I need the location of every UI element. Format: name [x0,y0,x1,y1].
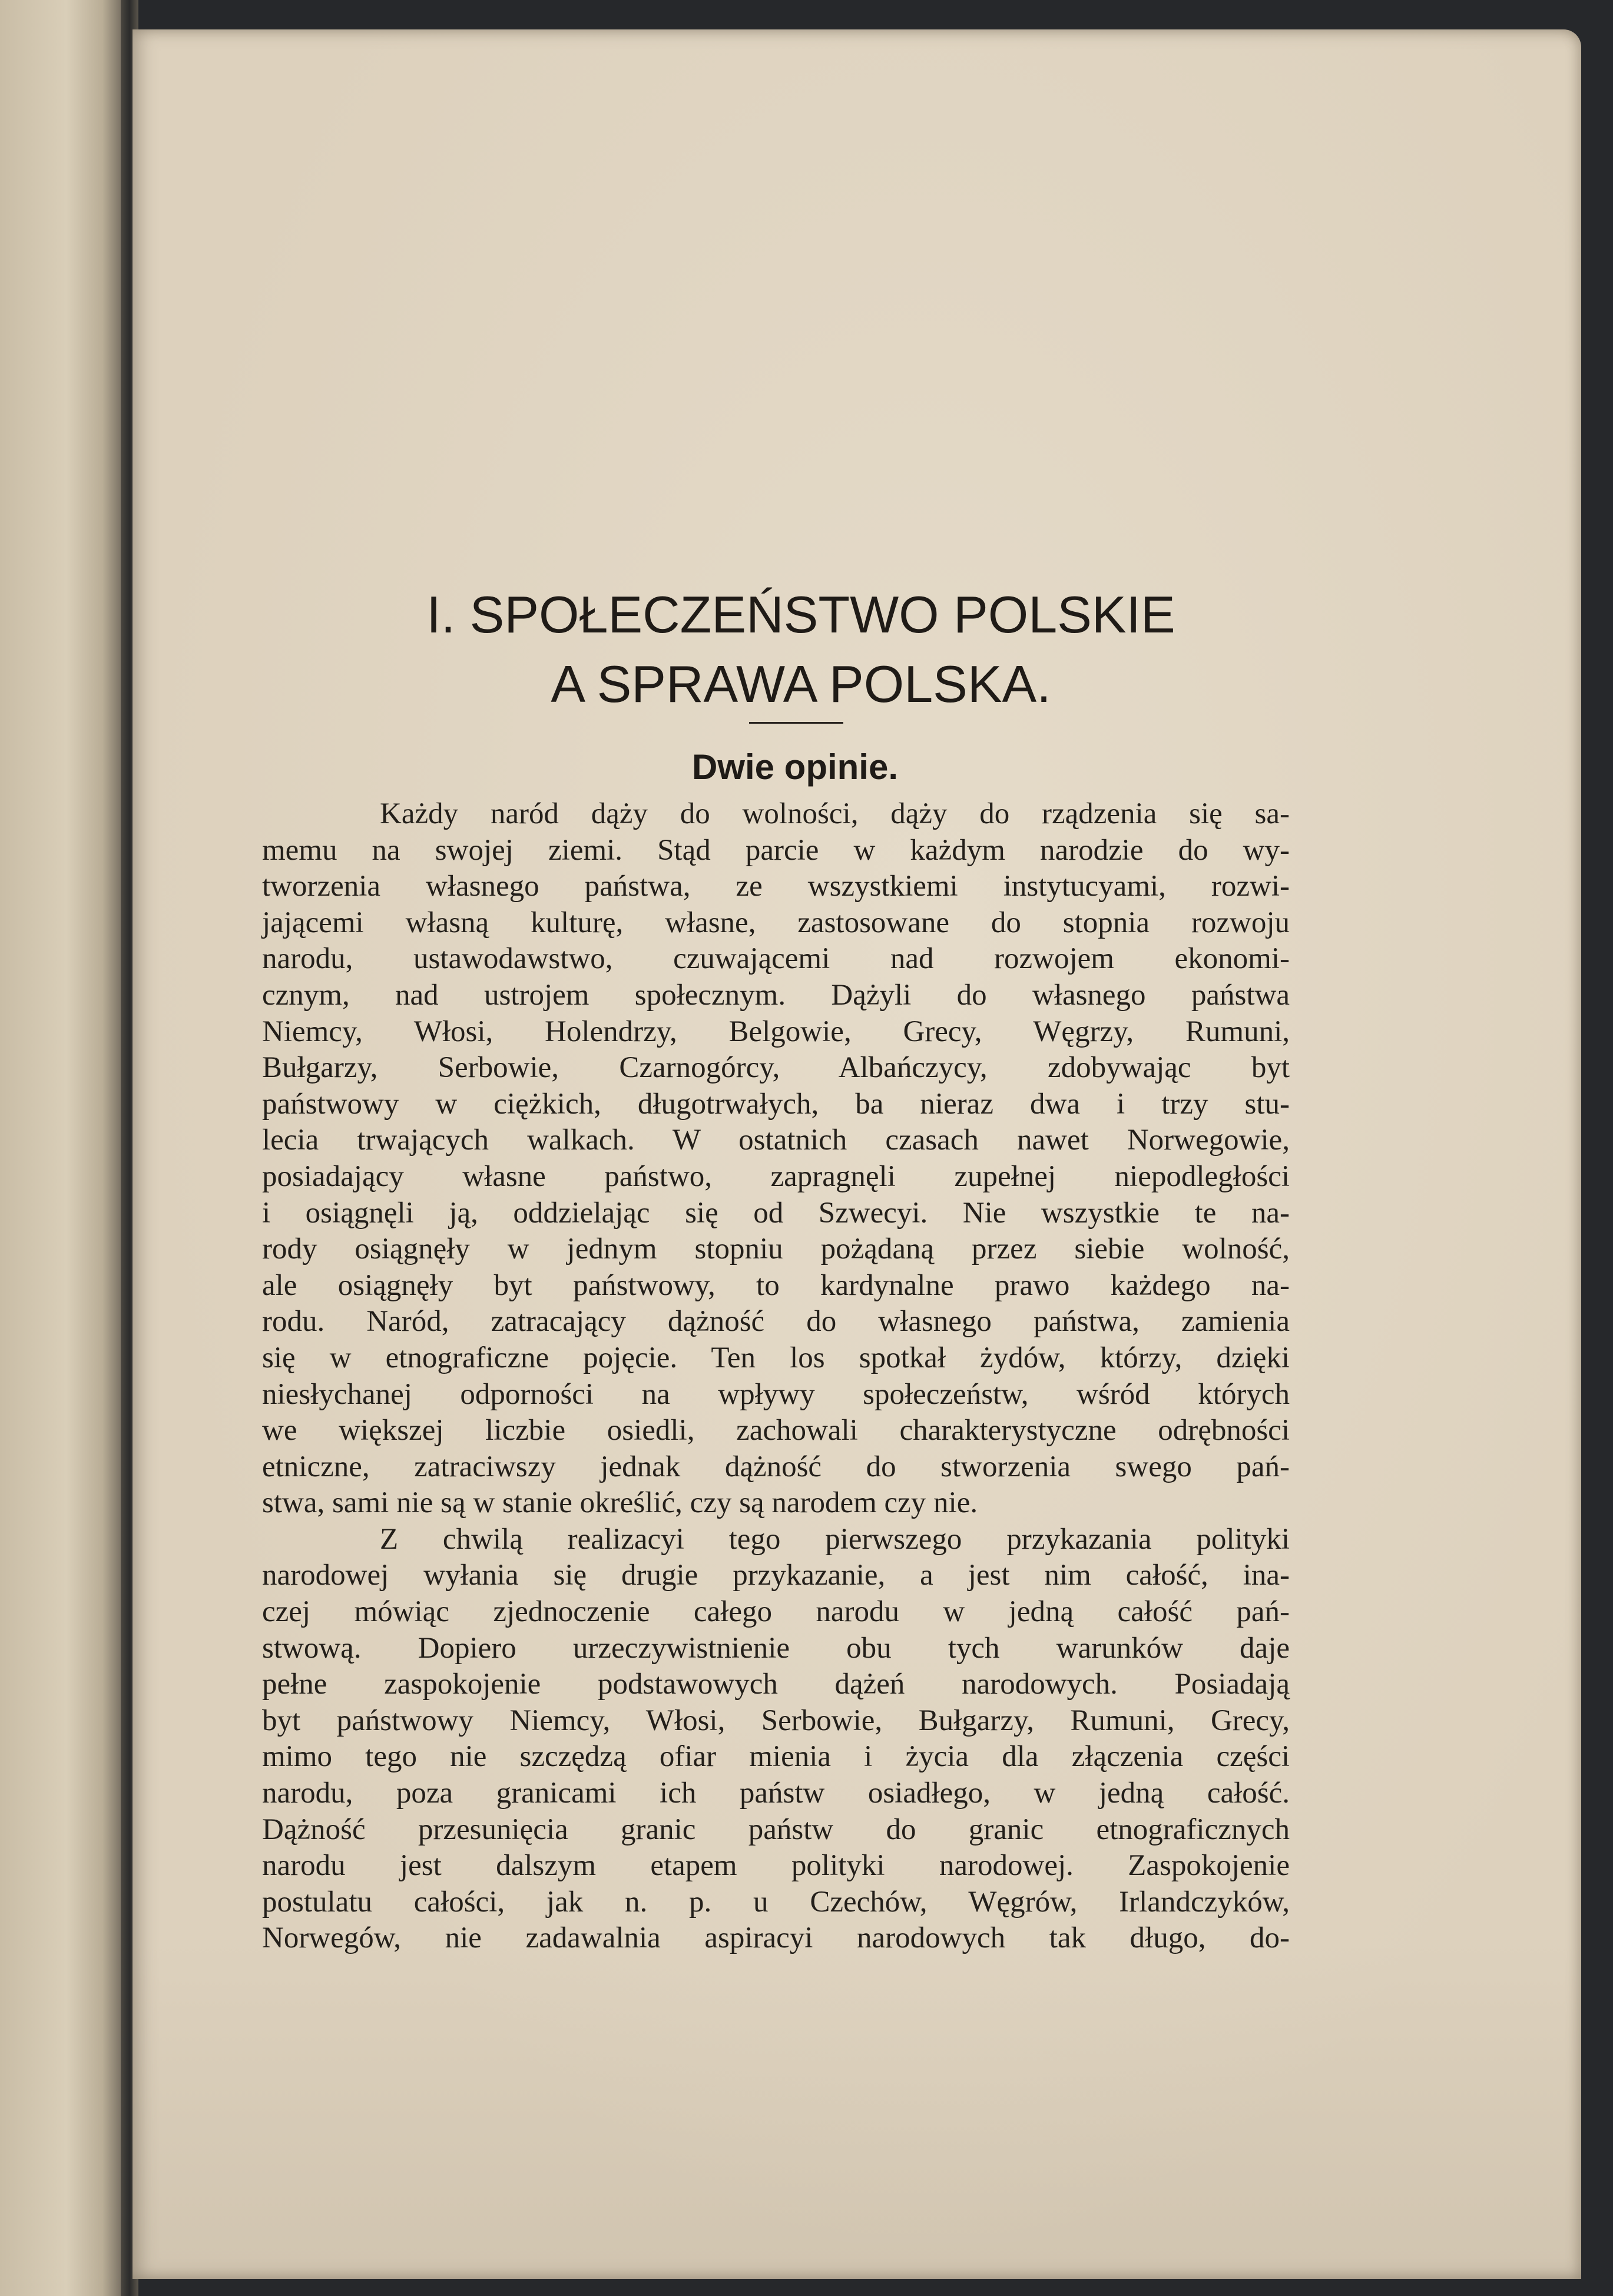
text-line: tworzenia własnego państwa, ze wszystkiemi instytucyami, rozwi- [262,870,1290,903]
text-line: posiadający własne państwo, zapragnęli zupełnej niepodległości [262,1159,1290,1193]
chapter-title-line-2: A SPRAWA POLSKA. [551,655,1051,713]
text-line: niesłychanej odporności na wpływy społeczeństw, wśród których [262,1377,1290,1411]
text-line: Bułgarzy, Serbowie, Czarnogórcy, Albańczycy, zdobywając byt [262,1051,1290,1085]
text-line: się w etnograficzne pojęcie. Ten los spotkał żydów, którzy, dzięki [262,1341,1290,1374]
text-line: Norwegów, nie zadawalnia aspiracyi narodowych tak długo, do- [262,1921,1290,1955]
text-line: memu na swojej ziemi. Stąd parcie w każdym narodzie do wy- [262,833,1290,867]
text-line: narodu jest dalszym etapem polityki narodowej. Zaspokojenie [262,1849,1290,1883]
body-text [262,796,1290,1957]
chapter-title-line-1: I. SPOŁECZEŃSTWO POLSKIE [426,585,1175,644]
text-line: narodowej wyłania się drugie przykazanie, a jest nim całość, ina- [262,1559,1290,1592]
text-line: cznym, nad ustrojem społecznym. Dążyli do własnego państwa [262,978,1290,1012]
paragraph-2 [262,1522,1290,1957]
text-line: i osiągnęli ją, oddzielając się od Szwecyi. Nie wszystkie te na- [262,1196,1290,1230]
paragraph-1 [262,796,1290,1522]
text-line: etniczne, zatraciwszy jednak dążność do stworzenia swego pań- [262,1450,1290,1483]
text-line: czej mówiąc zjednoczenie całego narodu w jedną całość pań- [262,1595,1290,1629]
text-line: Z chwilą realizacyi tego pierwszego przykazania polityki [380,1522,1290,1556]
text-line: narodu, ustawodawstwo, czuwającemi nad rozwojem ekonomi- [262,942,1290,976]
text-line: rodu. Naród, zatracający dążność do własnego państwa, zamienia [262,1305,1290,1338]
title-divider [749,722,843,724]
text-line: narodu, poza granicami ich państw osiadłego, w jedną całość. [262,1777,1290,1810]
text-line: mimo tego nie szczędzą ofiar mienia i życia dla złączenia części [262,1740,1290,1774]
text-line: jającemi własną kulturę, własne, zastosowane do stopnia rozwoju [262,906,1290,939]
text-line: rody osiągnęły w jednym stopniu pożądaną przez siebie wolność, [262,1233,1290,1266]
text-line: państwowy w ciężkich, długotrwałych, ba nieraz dwa i trzy stu- [262,1087,1290,1121]
text-line: stwa, sami nie są w stanie określić, czy są narodem czy nie. [262,1486,978,1520]
text-line: stwową. Dopiero urzeczywistnienie obu tych warunków daje [262,1631,1290,1665]
text-line: lecia trwających walkach. W ostatnich czasach nawet Norwegowie, [262,1124,1290,1157]
chapter-title [330,580,1272,719]
text-line: ale osiągnęły byt państwowy, to kardynalne prawo każdego na- [262,1268,1290,1302]
text-line: Każdy naród dąży do wolności, dąży do rządzenia się sa- [380,797,1290,830]
text-line: Niemcy, Włosi, Holendrzy, Belgowie, Grecy, Węgrzy, Rumuni, [262,1015,1290,1048]
text-line: we większej liczbie osiedli, zachowali charakterystyczne odrębności [262,1414,1290,1447]
text-line: byt państwowy Niemcy, Włosi, Serbowie, Bułgarzy, Rumuni, Grecy, [262,1704,1290,1737]
section-title: Dwie opinie. [691,747,899,787]
left-page-edge [0,0,121,2296]
text-line: Dążność przesunięcia granic państw do granic etnograficznych [262,1813,1290,1846]
text-line: pełne zaspokojenie podstawowych dążeń narodowych. Posiadają [262,1668,1290,1701]
text-line: postulatu całości, jak n. p. u Czechów, Węgrów, Irlandczyków, [262,1885,1290,1919]
